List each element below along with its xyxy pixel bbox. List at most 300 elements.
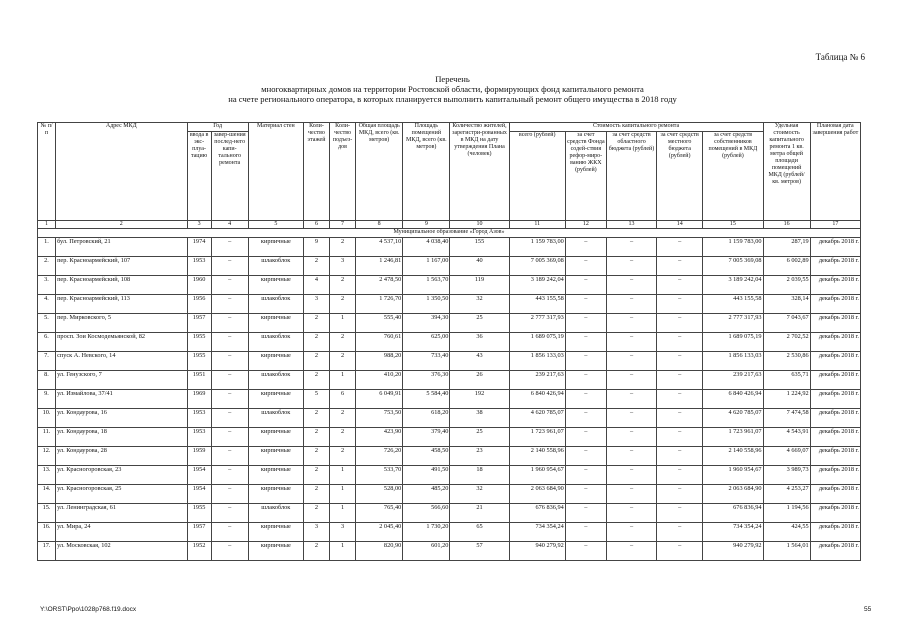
row-number: 7. xyxy=(38,352,56,371)
row-entrances: 1 xyxy=(330,371,356,390)
table-row xyxy=(38,276,861,295)
row-deadline: декабрь 2018 г. xyxy=(810,238,860,257)
row-cost-local: – xyxy=(657,390,703,409)
row-cost-regional: – xyxy=(606,257,656,276)
row-premises-area: 625,00 xyxy=(403,333,450,352)
row-residents: 23 xyxy=(450,447,509,466)
row-cost-local: – xyxy=(657,428,703,447)
row-total-area: 988,20 xyxy=(356,352,403,371)
row-cost-total: 1 689 075,19 xyxy=(509,333,565,352)
row-cost-owners: 2 063 684,90 xyxy=(703,485,763,504)
row-cost-total: 676 836,94 xyxy=(509,504,565,523)
row-cost-fund: – xyxy=(565,276,606,295)
row-number: 5. xyxy=(38,314,56,333)
row-year-repair: – xyxy=(211,504,248,523)
row-address: ул. Генузского, 7 xyxy=(56,371,187,390)
row-walls: кирпичные xyxy=(248,485,303,504)
row-address: ул. Красногоровская, 25 xyxy=(56,485,187,504)
row-total-area: 533,70 xyxy=(356,466,403,485)
column-number: 8 xyxy=(356,221,403,229)
header-cost-regional: за счет средств областного бюджета (рублей) xyxy=(606,132,656,221)
row-address: ул. Ленинградская, 61 xyxy=(56,504,187,523)
row-walls: кирпичные xyxy=(248,447,303,466)
houses-table xyxy=(37,122,861,561)
row-floors: 2 xyxy=(303,447,329,466)
table-row xyxy=(38,238,861,257)
row-deadline: декабрь 2018 г. xyxy=(810,371,860,390)
row-floors: 2 xyxy=(303,542,329,561)
row-cost-regional: – xyxy=(606,466,656,485)
row-entrances: 1 xyxy=(330,504,356,523)
row-cost-owners: 2 140 558,96 xyxy=(703,447,763,466)
row-number: 8. xyxy=(38,371,56,390)
row-unit-cost: 2 702,52 xyxy=(763,333,810,352)
row-floors: 3 xyxy=(303,523,329,542)
header-number: № п/п xyxy=(38,123,56,221)
row-address: ул. Измайлова, 37/41 xyxy=(56,390,187,409)
row-cost-owners: 1 960 954,67 xyxy=(703,466,763,485)
row-deadline: декабрь 2018 г. xyxy=(810,257,860,276)
row-address: пер. Красноармейский, 108 xyxy=(56,276,187,295)
table-row xyxy=(38,485,861,504)
row-year-commission: 1957 xyxy=(187,523,211,542)
row-premises-area: 618,20 xyxy=(403,409,450,428)
row-year-commission: 1954 xyxy=(187,466,211,485)
header-year: Год xyxy=(187,123,248,132)
header-cost-local: за счет средств местного бюджета (рублей) xyxy=(657,132,703,221)
row-deadline: декабрь 2018 г. xyxy=(810,314,860,333)
row-cost-fund: – xyxy=(565,295,606,314)
row-residents: 36 xyxy=(450,333,509,352)
row-entrances: 3 xyxy=(330,257,356,276)
row-total-area: 555,40 xyxy=(356,314,403,333)
row-address: ул. Кондаурова, 28 xyxy=(56,447,187,466)
column-number: 3 xyxy=(187,221,211,229)
row-floors: 2 xyxy=(303,428,329,447)
row-floors: 4 xyxy=(303,276,329,295)
row-walls: шлакоблок xyxy=(248,257,303,276)
row-cost-owners: 443 155,58 xyxy=(703,295,763,314)
row-unit-cost: 4 543,91 xyxy=(763,428,810,447)
column-numbers-row xyxy=(38,221,861,229)
row-cost-regional: – xyxy=(606,314,656,333)
row-walls: шлакоблок xyxy=(248,371,303,390)
row-total-area: 765,40 xyxy=(356,504,403,523)
header-floors: Коли-чество этажей xyxy=(303,123,329,221)
row-year-commission: 1955 xyxy=(187,504,211,523)
row-premises-area: 566,60 xyxy=(403,504,450,523)
row-walls: кирпичные xyxy=(248,523,303,542)
row-year-repair: – xyxy=(211,276,248,295)
row-floors: 2 xyxy=(303,409,329,428)
row-floors: 2 xyxy=(303,466,329,485)
column-number: 13 xyxy=(606,221,656,229)
row-cost-owners: 940 279,92 xyxy=(703,542,763,561)
row-premises-area: 733,40 xyxy=(403,352,450,371)
column-number: 1 xyxy=(38,221,56,229)
row-residents: 21 xyxy=(450,504,509,523)
row-walls: кирпичные xyxy=(248,276,303,295)
row-premises-area: 394,30 xyxy=(403,314,450,333)
table-row xyxy=(38,523,861,542)
row-deadline: декабрь 2018 г. xyxy=(810,466,860,485)
header-cost-total: всего (рублей) xyxy=(509,132,565,221)
row-cost-fund: – xyxy=(565,466,606,485)
row-number: 12. xyxy=(38,447,56,466)
row-cost-local: – xyxy=(657,371,703,390)
row-cost-total: 443 155,58 xyxy=(509,295,565,314)
table-row xyxy=(38,447,861,466)
row-total-area: 528,00 xyxy=(356,485,403,504)
table-row xyxy=(38,314,861,333)
row-cost-owners: 1 159 783,00 xyxy=(703,238,763,257)
row-cost-local: – xyxy=(657,542,703,561)
row-total-area: 6 049,91 xyxy=(356,390,403,409)
column-number: 12 xyxy=(565,221,606,229)
row-cost-fund: – xyxy=(565,504,606,523)
row-unit-cost: 1 564,01 xyxy=(763,542,810,561)
row-address: пер. Красноармейский, 113 xyxy=(56,295,187,314)
row-premises-area: 1 730,20 xyxy=(403,523,450,542)
header-unit-cost: Удельная стоимость капитального ремонта 1 кв. метра общей площади помещений МКД (рублей/ кв. метров) xyxy=(763,123,810,221)
row-address: ул. Кондаурова, 16 xyxy=(56,409,187,428)
row-cost-regional: – xyxy=(606,485,656,504)
row-cost-regional: – xyxy=(606,371,656,390)
row-premises-area: 379,40 xyxy=(403,428,450,447)
row-walls: шлакоблок xyxy=(248,333,303,352)
row-address: ул. Кондаурова, 18 xyxy=(56,428,187,447)
row-unit-cost: 635,71 xyxy=(763,371,810,390)
row-cost-regional: – xyxy=(606,238,656,257)
row-premises-area: 4 038,40 xyxy=(403,238,450,257)
row-year-commission: 1951 xyxy=(187,371,211,390)
row-cost-fund: – xyxy=(565,352,606,371)
row-cost-fund: – xyxy=(565,409,606,428)
column-number: 11 xyxy=(509,221,565,229)
row-cost-owners: 734 354,24 xyxy=(703,523,763,542)
row-number: 3. xyxy=(38,276,56,295)
column-number: 14 xyxy=(657,221,703,229)
row-total-area: 4 537,10 xyxy=(356,238,403,257)
row-cost-regional: – xyxy=(606,276,656,295)
row-year-commission: 1959 xyxy=(187,447,211,466)
row-number: 1. xyxy=(38,238,56,257)
row-entrances: 2 xyxy=(330,428,356,447)
row-cost-fund: – xyxy=(565,257,606,276)
row-total-area: 753,50 xyxy=(356,409,403,428)
row-year-commission: 1953 xyxy=(187,428,211,447)
row-cost-owners: 239 217,63 xyxy=(703,371,763,390)
row-cost-local: – xyxy=(657,447,703,466)
row-year-commission: 1955 xyxy=(187,352,211,371)
row-residents: 18 xyxy=(450,466,509,485)
row-cost-owners: 1 689 075,19 xyxy=(703,333,763,352)
row-floors: 2 xyxy=(303,371,329,390)
row-premises-area: 458,50 xyxy=(403,447,450,466)
row-floors: 2 xyxy=(303,485,329,504)
municipality-name: Муниципальное образование «Город Азов» xyxy=(38,229,861,238)
row-entrances: 2 xyxy=(330,447,356,466)
row-entrances: 2 xyxy=(330,333,356,352)
row-address: пер. Красноармейский, 107 xyxy=(56,257,187,276)
row-total-area: 423,90 xyxy=(356,428,403,447)
row-cost-total: 2 063 684,90 xyxy=(509,485,565,504)
row-floors: 2 xyxy=(303,504,329,523)
row-number: 6. xyxy=(38,333,56,352)
row-year-repair: – xyxy=(211,447,248,466)
row-number: 16. xyxy=(38,523,56,542)
header-address: Адрес МКД xyxy=(56,123,187,221)
row-walls: кирпичные xyxy=(248,352,303,371)
row-cost-local: – xyxy=(657,276,703,295)
row-cost-fund: – xyxy=(565,542,606,561)
row-cost-regional: – xyxy=(606,504,656,523)
table-row xyxy=(38,295,861,314)
row-total-area: 726,20 xyxy=(356,447,403,466)
column-number: 9 xyxy=(403,221,450,229)
row-residents: 192 xyxy=(450,390,509,409)
row-year-repair: – xyxy=(211,295,248,314)
header-cost-fund: за счет средств Фонда содей-ствия рефор-миро-ванию ЖКХ (рублей) xyxy=(565,132,606,221)
row-address: бул. Петровский, 21 xyxy=(56,238,187,257)
row-cost-local: – xyxy=(657,314,703,333)
row-cost-regional: – xyxy=(606,333,656,352)
row-premises-area: 491,50 xyxy=(403,466,450,485)
row-unit-cost: 4 669,07 xyxy=(763,447,810,466)
row-total-area: 410,20 xyxy=(356,371,403,390)
row-residents: 57 xyxy=(450,542,509,561)
row-year-repair: – xyxy=(211,466,248,485)
row-premises-area: 1 350,50 xyxy=(403,295,450,314)
row-year-repair: – xyxy=(211,390,248,409)
row-deadline: декабрь 2018 г. xyxy=(810,333,860,352)
row-floors: 2 xyxy=(303,352,329,371)
row-cost-total: 940 279,92 xyxy=(509,542,565,561)
table-row xyxy=(38,428,861,447)
row-cost-fund: – xyxy=(565,238,606,257)
row-entrances: 2 xyxy=(330,276,356,295)
row-cost-fund: – xyxy=(565,428,606,447)
row-unit-cost: 1 224,92 xyxy=(763,390,810,409)
row-cost-total: 2 777 317,93 xyxy=(509,314,565,333)
row-year-commission: 1953 xyxy=(187,257,211,276)
row-unit-cost: 328,14 xyxy=(763,295,810,314)
row-unit-cost: 2 530,86 xyxy=(763,352,810,371)
table-row xyxy=(38,504,861,523)
row-cost-owners: 1 723 961,07 xyxy=(703,428,763,447)
row-cost-total: 239 217,63 xyxy=(509,371,565,390)
footer-file-path: Y:\ORST\Ppo\1028p768.f19.docx xyxy=(40,606,137,613)
row-year-repair: – xyxy=(211,542,248,561)
row-year-repair: – xyxy=(211,371,248,390)
row-cost-regional: – xyxy=(606,447,656,466)
row-cost-regional: – xyxy=(606,523,656,542)
row-unit-cost: 3 989,73 xyxy=(763,466,810,485)
row-entrances: 6 xyxy=(330,390,356,409)
table-number: Таблица № 6 xyxy=(815,52,865,62)
row-unit-cost: 4 253,27 xyxy=(763,485,810,504)
row-year-commission: 1952 xyxy=(187,542,211,561)
row-cost-fund: – xyxy=(565,485,606,504)
row-cost-total: 6 840 426,94 xyxy=(509,390,565,409)
row-deadline: декабрь 2018 г. xyxy=(810,504,860,523)
row-cost-owners: 2 777 317,93 xyxy=(703,314,763,333)
row-year-repair: – xyxy=(211,485,248,504)
row-cost-owners: 3 189 242,04 xyxy=(703,276,763,295)
table-row xyxy=(38,542,861,561)
row-year-commission: 1960 xyxy=(187,276,211,295)
row-entrances: 1 xyxy=(330,314,356,333)
row-cost-total: 1 960 954,67 xyxy=(509,466,565,485)
header-year-commission: ввода в экс-плуа-тацию xyxy=(187,132,211,221)
row-unit-cost: 287,19 xyxy=(763,238,810,257)
row-cost-local: – xyxy=(657,466,703,485)
row-residents: 40 xyxy=(450,257,509,276)
row-year-repair: – xyxy=(211,428,248,447)
table-row xyxy=(38,371,861,390)
header-cost-group: Стоимость капитального ремонта xyxy=(509,123,763,132)
row-cost-regional: – xyxy=(606,295,656,314)
row-entrances: 2 xyxy=(330,352,356,371)
table-row xyxy=(38,257,861,276)
row-address: ул. Мира, 24 xyxy=(56,523,187,542)
row-cost-fund: – xyxy=(565,523,606,542)
row-total-area: 2 478,50 xyxy=(356,276,403,295)
row-walls: кирпичные xyxy=(248,238,303,257)
row-cost-local: – xyxy=(657,523,703,542)
table-row xyxy=(38,333,861,352)
row-address: спуск А. Невского, 14 xyxy=(56,352,187,371)
title-line: многоквартирных домов на территории Ростовской области, формирующих фонд капитального ремонта xyxy=(261,84,644,94)
row-deadline: декабрь 2018 г. xyxy=(810,542,860,561)
document-title xyxy=(0,74,905,104)
row-year-commission: 1953 xyxy=(187,409,211,428)
row-residents: 43 xyxy=(450,352,509,371)
row-walls: кирпичные xyxy=(248,390,303,409)
row-total-area: 820,90 xyxy=(356,542,403,561)
row-entrances: 1 xyxy=(330,542,356,561)
header-walls: Материал стен xyxy=(248,123,303,221)
row-premises-area: 485,20 xyxy=(403,485,450,504)
row-residents: 32 xyxy=(450,295,509,314)
row-year-commission: 1969 xyxy=(187,390,211,409)
row-address: ул. Красногоровская, 23 xyxy=(56,466,187,485)
row-total-area: 760,61 xyxy=(356,333,403,352)
row-residents: 26 xyxy=(450,371,509,390)
row-entrances: 3 xyxy=(330,523,356,542)
row-unit-cost: 424,55 xyxy=(763,523,810,542)
row-address: просп. Зои Космодемьянской, 82 xyxy=(56,333,187,352)
row-year-repair: – xyxy=(211,257,248,276)
row-walls: кирпичные xyxy=(248,314,303,333)
header-entrances: Коли-чество подъез-дов xyxy=(330,123,356,221)
row-cost-fund: – xyxy=(565,314,606,333)
row-number: 9. xyxy=(38,390,56,409)
row-cost-fund: – xyxy=(565,333,606,352)
column-number: 2 xyxy=(56,221,187,229)
table-row xyxy=(38,352,861,371)
row-residents: 25 xyxy=(450,428,509,447)
table-row xyxy=(38,390,861,409)
row-floors: 3 xyxy=(303,295,329,314)
row-cost-regional: – xyxy=(606,352,656,371)
column-number: 5 xyxy=(248,221,303,229)
row-entrances: 2 xyxy=(330,295,356,314)
table-row xyxy=(38,409,861,428)
row-number: 13. xyxy=(38,466,56,485)
header-residents: Количество жителей, зарегистри-рованных в МКД на дату утверждения Плана (человек) xyxy=(450,123,509,221)
row-entrances: 1 xyxy=(330,485,356,504)
footer-page-number: 55 xyxy=(864,606,872,613)
row-year-commission: 1957 xyxy=(187,314,211,333)
row-deadline: декабрь 2018 г. xyxy=(810,523,860,542)
row-cost-owners: 7 005 369,08 xyxy=(703,257,763,276)
row-deadline: декабрь 2018 г. xyxy=(810,428,860,447)
title-line: на счете регионального оператора, в которых планируется выполнить капитальный ремонт общего имущества в 2018 году xyxy=(228,94,677,104)
row-cost-fund: – xyxy=(565,390,606,409)
row-number: 17. xyxy=(38,542,56,561)
column-number: 4 xyxy=(211,221,248,229)
row-cost-total: 734 354,24 xyxy=(509,523,565,542)
row-year-commission: 1954 xyxy=(187,485,211,504)
row-total-area: 2 045,40 xyxy=(356,523,403,542)
header-year-repair: завер-шения послед-него капи-тального ремонта xyxy=(211,132,248,221)
row-total-area: 1 246,81 xyxy=(356,257,403,276)
row-walls: шлакоблок xyxy=(248,295,303,314)
row-cost-owners: 676 836,94 xyxy=(703,504,763,523)
row-cost-fund: – xyxy=(565,371,606,390)
row-deadline: декабрь 2018 г. xyxy=(810,352,860,371)
row-premises-area: 601,20 xyxy=(403,542,450,561)
row-unit-cost: 7 474,58 xyxy=(763,409,810,428)
row-year-repair: – xyxy=(211,333,248,352)
row-residents: 119 xyxy=(450,276,509,295)
row-residents: 25 xyxy=(450,314,509,333)
row-floors: 2 xyxy=(303,257,329,276)
column-number: 15 xyxy=(703,221,763,229)
row-cost-regional: – xyxy=(606,409,656,428)
row-unit-cost: 1 194,56 xyxy=(763,504,810,523)
row-premises-area: 1 563,70 xyxy=(403,276,450,295)
row-walls: кирпичные xyxy=(248,542,303,561)
row-cost-total: 7 005 369,08 xyxy=(509,257,565,276)
header-deadline: Плановая дата завершения работ xyxy=(810,123,860,221)
row-premises-area: 5 584,40 xyxy=(403,390,450,409)
row-cost-total: 2 140 558,96 xyxy=(509,447,565,466)
row-deadline: декабрь 2018 г. xyxy=(810,409,860,428)
row-cost-regional: – xyxy=(606,542,656,561)
row-residents: 155 xyxy=(450,238,509,257)
column-number: 17 xyxy=(810,221,860,229)
row-cost-total: 3 189 242,04 xyxy=(509,276,565,295)
row-premises-area: 1 167,00 xyxy=(403,257,450,276)
row-floors: 9 xyxy=(303,238,329,257)
column-number: 6 xyxy=(303,221,329,229)
row-number: 11. xyxy=(38,428,56,447)
row-unit-cost: 6 002,89 xyxy=(763,257,810,276)
row-year-repair: – xyxy=(211,238,248,257)
row-deadline: декабрь 2018 г. xyxy=(810,447,860,466)
row-year-commission: 1974 xyxy=(187,238,211,257)
row-floors: 5 xyxy=(303,390,329,409)
row-deadline: декабрь 2018 г. xyxy=(810,295,860,314)
row-year-commission: 1956 xyxy=(187,295,211,314)
row-year-repair: – xyxy=(211,409,248,428)
row-residents: 65 xyxy=(450,523,509,542)
row-cost-total: 1 159 783,00 xyxy=(509,238,565,257)
header-cost-owners: за счет средств собственников помещений в МКД (рублей) xyxy=(703,132,763,221)
row-entrances: 2 xyxy=(330,409,356,428)
